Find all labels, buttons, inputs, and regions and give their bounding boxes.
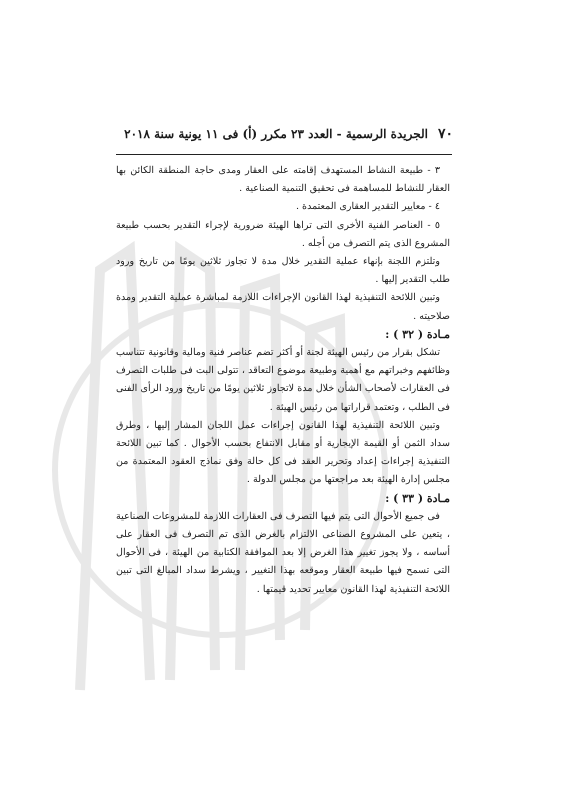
paragraph-committee-deadline: وتلتزم اللجنة بإنهاء عملية التقدير خلال مدة لا تجاوز ثلاثين يومًا من تاريخ ورود طلب التقدير إليها .: [116, 256, 450, 286]
article-heading-32: مـادة ( ٣٢ ) :: [385, 327, 450, 341]
paragraph-regulation-procedures: وتبين اللائحة التنفيذية لهذا القانون الإجراءات اللازمة لمباشرة عملية التقدير ومدة صلاحيته .: [116, 292, 450, 322]
paragraph-article-32-committee: تشكل بقرار من رئيس الهيئة لجنة أو أكثر تضم عناصر فنية ومالية وقانونية تتناسب وظائفهم وخبراتهم مع أهمية وطبيعة موضوع التعاقد ، تتولى البت فى طلبات التصرف فى العقارات لأصحاب الشأن خلال مدة لاتجاوز ثلاثين يومًا من تاريخ ورود الرأى الفنى فى الطلب ، وتعتمد قراراتها من رئيس الهيئة .: [116, 347, 450, 413]
gazette-issue-title: الجريدة الرسمية - العدد ٢٣ مكرر (أ) فى ١١ يونية سنة ٢٠١٨: [124, 127, 428, 141]
page-header: [118, 126, 453, 142]
article-heading-33: مـادة ( ٣٣ ) :: [385, 491, 450, 505]
paragraph-item-5: ٥ - العناصر الفنية الأخرى التى تراها الهيئة ضرورية لإجراء التقدير بحسب طبيعة المشروع الذى يتم التصرف من أجله .: [116, 219, 450, 249]
header-divider: [116, 154, 452, 155]
paragraph-article-33: فى جميع الأحوال التى يتم فيها التصرف فى العقارات اللازمة للمشروعات الصناعية ، يتعين على المشروع الصناعى الالتزام بالغرض الذى تم التصرف فى العقار على أساسه ، ولا يجوز تغيير هذا الغرض إلا بعد الموافقة الكتابية من الهيئة ، فى الأحوال التى تسمح فيها طبيعة العقار وموقعه بهذا التغيير ، ويشرط سداد المبالغ التى تبين اللائحة التنفيذية لهذا القانون معايير تحديد قيمتها .: [116, 510, 450, 595]
document-body: [116, 162, 450, 599]
page-number: ٧٠: [437, 126, 453, 142]
paragraph-item-3: ٣ - طبيعة النشاط المستهدف إقامته على العقار ومدى حاجة المنطقة الكائن بها العقار للنشاط للمساهمة فى تحقيق التنمية الصناعية .: [116, 165, 450, 195]
paragraph-article-32-regulation: وتبين اللائحة التنفيذية لهذا القانون إجراءات عمل اللجان المشار إليها ، وطرق سداد الثمن أو القيمة الإيجارية أو مقابل الانتفاع بحسب الأحوال . كما تبين اللائحة التنفيذية إجراءات إعداد وتحرير العقد فى كل حالة وفق نماذج العقود المعتمدة من مجلس إدارة الهيئة بعد مراجعتها من مجلس الدولة .: [116, 419, 450, 486]
paragraph-item-4: ٤ - معايير التقدير العقارى المعتمدة .: [295, 201, 440, 213]
